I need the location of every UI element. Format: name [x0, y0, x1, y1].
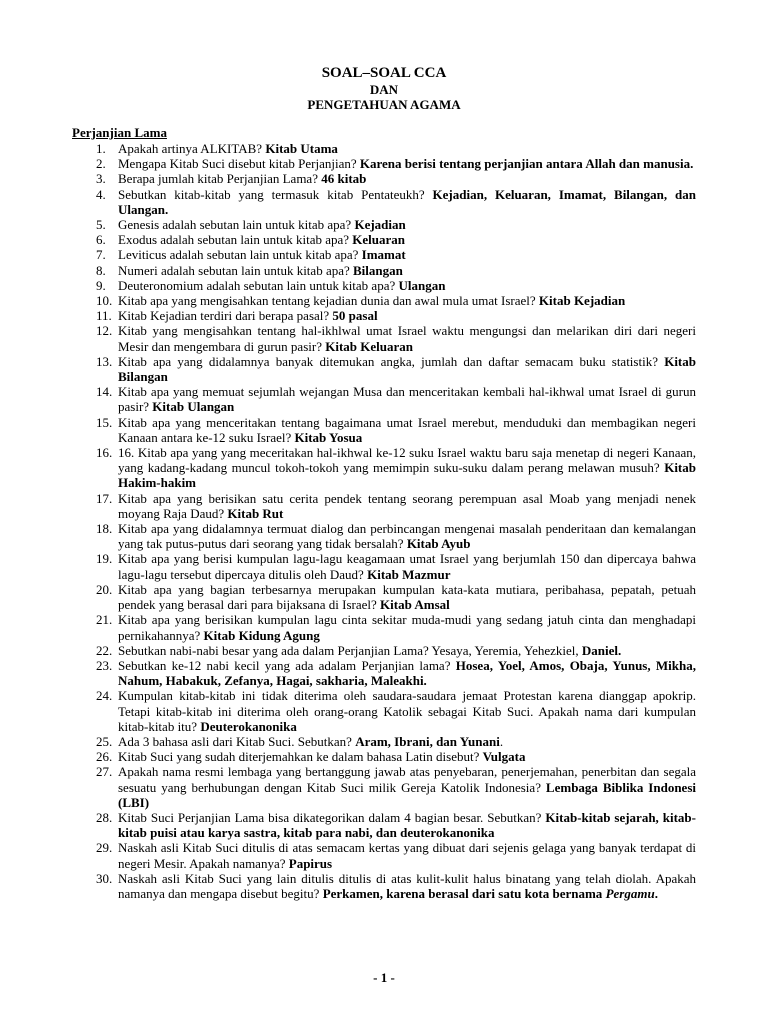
answer-text: Kitab Yosua [294, 429, 363, 445]
question-body [118, 658, 696, 688]
section-title: Perjanjian Lama [72, 125, 167, 140]
answer-text: Lembaga Biblika Indonesi (LBI) [118, 779, 696, 810]
question-item [72, 232, 696, 247]
question-body [118, 247, 696, 262]
answer-text: 46 kitab [321, 171, 367, 187]
question-number [72, 308, 118, 323]
question-item [72, 658, 696, 688]
question-number-text: 26. [96, 749, 113, 765]
document-title-line-2: DAN [369, 82, 399, 97]
question-number [72, 491, 118, 521]
question-text: Ada 3 bahasa asli dari Kitab Suci. Sebutkan? [118, 733, 356, 749]
question-number [72, 445, 118, 491]
question-item [72, 491, 696, 521]
question-number-text: 14. [96, 384, 113, 400]
question-number [72, 871, 118, 901]
question-text: Exodus adalah sebutan lain untuk kitab apa? [118, 232, 353, 248]
question-number [72, 749, 118, 764]
question-text: Kumpulan kitab-kitab ini tidak diterima oleh saudara-saudara jemaat Protestan karena dianggap apokrip. Tetapi kitab-kitab ini diterima oleh orang-orang Katolik sebagai Kitab Suci. Apakah nama dari kumpulan kitab-kitab itu? [118, 688, 696, 734]
question-number-text: 25. [96, 733, 113, 749]
question-number-text: 15. [96, 414, 113, 430]
question-item [72, 263, 696, 278]
question-body [118, 871, 696, 901]
question-text: Kitab apa yang berisikan kumpulan lagu cinta sekitar muda-mudi yang sedang jatuh cinta dan menghadapi pernikahannya? [118, 612, 696, 643]
document-title-line-3: PENGETAHUAN AGAMA [307, 97, 461, 112]
question-item [72, 688, 696, 734]
question-number [72, 354, 118, 384]
question-text: Naskah asli Kitab Suci yang lain ditulis ditulis di atas kulit-kulit halus binatang yang telah diolah. Apakah namanya dan mengapa disebut begitu? [118, 870, 696, 901]
question-text: Naskah asli Kitab Suci ditulis di atas semacam kertas yang dibuat dari sejenis gelaga yang banyak terdapat di negeri Mesir. Apakah namanya? [118, 840, 696, 871]
question-number [72, 156, 118, 171]
question-item [72, 612, 696, 642]
question-number [72, 521, 118, 551]
question-text: Kitab Suci yang sudah diterjemahkan ke dalam bahasa Latin disebut? [118, 749, 483, 765]
question-item [72, 521, 696, 551]
question-number [72, 810, 118, 840]
question-body [118, 187, 696, 217]
question-body [118, 278, 696, 293]
question-number-text: 2. [96, 156, 106, 172]
answer-italic-text: Pergamu [605, 885, 655, 901]
question-item [72, 217, 696, 232]
question-number-text: 17. [96, 490, 113, 506]
question-item [72, 187, 696, 217]
question-number-text: 16. [96, 445, 113, 461]
question-list [72, 141, 696, 901]
question-number [72, 688, 118, 734]
answer-text: Kitab Mazmur [367, 566, 451, 582]
question-number-text: 27. [96, 764, 113, 780]
question-number-text: 7. [96, 247, 106, 263]
question-text: Deuteronomium adalah sebutan lain untuk kitab apa? [118, 277, 399, 293]
question-number [72, 582, 118, 612]
question-body [118, 734, 696, 749]
question-item [72, 171, 696, 186]
answer-text: Kitab Rut [227, 505, 284, 521]
question-item [72, 354, 696, 384]
question-text: Kitab apa yang didalamnya termuat dialog dan perbincangan mengenai masalah penderitaan dan kemalangan yang tak putus-putus dari seorang yang tidak bersalah? [118, 521, 696, 552]
question-text: Kitab yang mengisahkan tentang hal-ikhlwal umat Israel waktu mengungsi dan melarikan diri dari negeri Mesir dan mengembara di gurun pasir? [118, 323, 696, 354]
question-number [72, 415, 118, 445]
question-body [118, 171, 696, 186]
page-number: - 1 - [373, 970, 395, 985]
question-number-text: 19. [96, 551, 113, 567]
question-item [72, 871, 696, 901]
answer-text: Kitab Kejadian [538, 293, 626, 309]
question-body [118, 263, 696, 278]
question-text: Apakah nama resmi lembaga yang bertanggung jawab atas penyebaran, penerjemahan, penerbitan dan segala sesuatu yang berhubungan dengan Kitab Suci milik Gereja Katolik Indonesia? [118, 764, 696, 795]
question-number-text: 20. [96, 581, 113, 597]
question-body [118, 445, 696, 491]
question-body [118, 688, 696, 734]
document-title: SOAL–SOAL CCA [321, 65, 447, 81]
question-text: Apakah artinya ALKITAB? [118, 141, 266, 156]
question-number-text: 11. [96, 308, 112, 324]
question-number [72, 278, 118, 293]
question-number [72, 263, 118, 278]
question-text: Kitab apa yang mengisahkan tentang kejadian dunia dan awal mula umat Israel? [118, 293, 539, 309]
answer-text: Kitab Amsal [380, 597, 450, 613]
question-number [72, 551, 118, 581]
answer-text: Aram, Ibrani, dan Yunani [355, 733, 500, 749]
question-item [72, 764, 696, 810]
question-item [72, 141, 696, 156]
answer-text: Keluaran [352, 232, 406, 248]
question-body [118, 293, 696, 308]
question-text: Leviticus adalah sebutan lain untuk kitab apa? [118, 247, 362, 263]
question-body [118, 612, 696, 642]
question-text: Kitab apa yang berisikan satu cerita pendek tentang seorang perempuan asal Moab yang menjadi nenek moyang Raja Daud? [118, 490, 696, 521]
answer-text: Hosea, Yoel, Amos, Obaja, Yunus, Mikha, Nahum, Habakuk, Zefanya, Hagai, sakharia, Maleakhi. [118, 657, 696, 689]
question-text: Kitab apa yang memuat sejumlah wejangan Musa dan menceritakan kembali hal-ikhwal umat Israel di gurun pasir? [118, 384, 696, 415]
answer-text: Imamat [361, 247, 406, 263]
question-number-text: 21. [96, 612, 113, 628]
question-number [72, 764, 118, 810]
question-body [118, 217, 696, 232]
answer-text: Kitab Keluaran [325, 338, 413, 354]
question-number-text: 12. [96, 323, 113, 339]
question-body [118, 810, 696, 840]
question-body [118, 840, 696, 870]
question-item [72, 445, 696, 491]
question-item [72, 384, 696, 414]
question-number [72, 612, 118, 642]
question-item [72, 734, 696, 749]
question-body [118, 354, 696, 384]
answer-text: Kitab Ulangan [152, 399, 235, 415]
question-body [118, 764, 696, 810]
question-body [118, 521, 696, 551]
question-text: Sebutkan nabi-nabi besar yang ada dalam Perjanjian Lama? Yesaya, Yeremia, Yehezkiel, [118, 642, 582, 658]
document-header [0, 64, 768, 112]
answer-text: Vulgata [482, 749, 526, 765]
question-number-text: 29. [96, 840, 113, 856]
question-number-text: 23. [96, 657, 113, 673]
question-number-text: 8. [96, 262, 106, 278]
question-text: Kitab apa yang bagian terbesarnya merupakan kumpulan kata-kata mutiara, peribahasa, pepatah, petuah pendek yang berasal dari para bijaksana di Israel? [118, 581, 696, 613]
question-number-text: 5. [96, 217, 106, 233]
question-body [118, 491, 696, 521]
question-number-text: 22. [96, 642, 113, 658]
question-body [118, 308, 696, 323]
question-number [72, 734, 118, 749]
question-body [118, 232, 696, 247]
question-number-text: 28. [96, 809, 113, 825]
question-body [118, 384, 696, 414]
answer-text: Kejadian [354, 217, 406, 233]
question-text: Genesis adalah sebutan lain untuk kitab apa? [118, 217, 355, 233]
question-item [72, 247, 696, 262]
answer-tail: . [499, 733, 504, 749]
question-item [72, 749, 696, 764]
question-number [72, 247, 118, 262]
question-item [72, 293, 696, 308]
answer-text: Ulangan [398, 277, 446, 293]
question-item [72, 308, 696, 323]
question-number [72, 187, 118, 217]
question-number-text: 30. [96, 870, 113, 886]
question-number [72, 141, 118, 156]
question-number-text: 18. [96, 521, 113, 537]
answer-text: Deuterokanonika [200, 718, 297, 734]
answer-text: Kitab Kidung Agung [203, 627, 320, 643]
question-body [118, 156, 696, 171]
question-number [72, 171, 118, 186]
question-text: Mengapa Kitab Suci disebut kitab Perjanjian? [118, 156, 360, 172]
question-number-text: 3. [96, 171, 106, 187]
question-text: Kitab apa yang menceritakan tentang bagaimana umat Israel merebut, menduduki dan membagikan negeri Kanaan antara ke-12 suku Israel? [118, 414, 696, 445]
question-text: Kitab apa yang berisi kumpulan lagu-lagu keagamaan umat Israel yang berjumlah 150 dan dipercaya bahwa lagu-lagu tersebut dipercaya ditulis oleh Daud? [118, 551, 696, 582]
answer-text: Kitab-kitab sejarah, kitab-kitab puisi atau karya sastra, kitab para nabi, dan deuterokanonika [118, 809, 696, 841]
answer-text: Perkamen, karena berasal dari satu kota bernama [322, 885, 606, 901]
question-body [118, 749, 696, 764]
answer-text: Bilangan [353, 262, 403, 278]
answer-text: Kitab Utama [265, 141, 338, 156]
question-item [72, 810, 696, 840]
question-number-text: 1. [96, 141, 106, 156]
question-item [72, 840, 696, 870]
question-text: Berapa jumlah kitab Perjanjian Lama? [118, 171, 322, 187]
question-text: Numeri adalah sebutan lain untuk kitab apa? [118, 262, 354, 278]
question-body [118, 551, 696, 581]
answer-text: Kitab Hakim-hakim [118, 460, 696, 491]
question-body [118, 643, 696, 658]
answer-text: Kejadian, Keluaran, Imamat, Bilangan, dan Ulangan. [118, 186, 696, 217]
question-item [72, 582, 696, 612]
question-item [72, 278, 696, 293]
question-body [118, 141, 696, 156]
question-text: Kitab apa yang didalamnya banyak ditemukan angka, jumlah dan daftar semacam buku statistik? [118, 353, 665, 369]
question-number [72, 217, 118, 232]
question-number-text: 9. [96, 277, 106, 293]
answer-text: Kitab Bilangan [118, 353, 696, 385]
question-body [118, 323, 696, 353]
question-number [72, 840, 118, 870]
question-item [72, 415, 696, 445]
question-number-text: 13. [96, 353, 113, 369]
answer-text: Daniel. [581, 642, 622, 658]
question-text: Sebutkan ke-12 nabi kecil yang ada adalam Perjanjian lama? [118, 657, 456, 673]
question-number [72, 323, 118, 353]
question-number [72, 293, 118, 308]
question-text: 16. Kitab apa yang yang meceritakan hal-ikhwal ke-12 suku Israel waktu baru saja menetap di negeri Kanaan, yang kadang-kadang muncul tokoh-tokoh yang memimpin suku-suku dalam perang melawan musuh? [118, 445, 696, 476]
question-number [72, 384, 118, 414]
question-number [72, 643, 118, 658]
question-item [72, 323, 696, 353]
answer-text: 50 pasal [332, 308, 378, 324]
question-item [72, 551, 696, 581]
question-number [72, 232, 118, 247]
question-item [72, 643, 696, 658]
question-body [118, 582, 696, 612]
question-text: Kitab Kejadian terdiri dari berapa pasal? [118, 308, 333, 324]
question-number-text: 4. [96, 186, 106, 202]
answer-text: Karena berisi tentang perjanjian antara Allah dan manusia. [359, 156, 694, 172]
answer-text: Kitab Ayub [406, 536, 471, 552]
answer-tail: . [654, 885, 658, 901]
question-number [72, 658, 118, 688]
question-number-text: 6. [96, 232, 106, 248]
answer-text: Papirus [288, 855, 333, 871]
question-item [72, 156, 696, 171]
question-number-text: 24. [96, 688, 113, 704]
question-body [118, 415, 696, 445]
question-text: Sebutkan kitab-kitab yang termasuk kitab Pentateukh? [118, 186, 433, 202]
question-number-text: 10. [96, 293, 113, 309]
question-text: Kitab Suci Perjanjian Lama bisa dikategorikan dalam 4 bagian besar. Sebutkan? [118, 809, 546, 825]
